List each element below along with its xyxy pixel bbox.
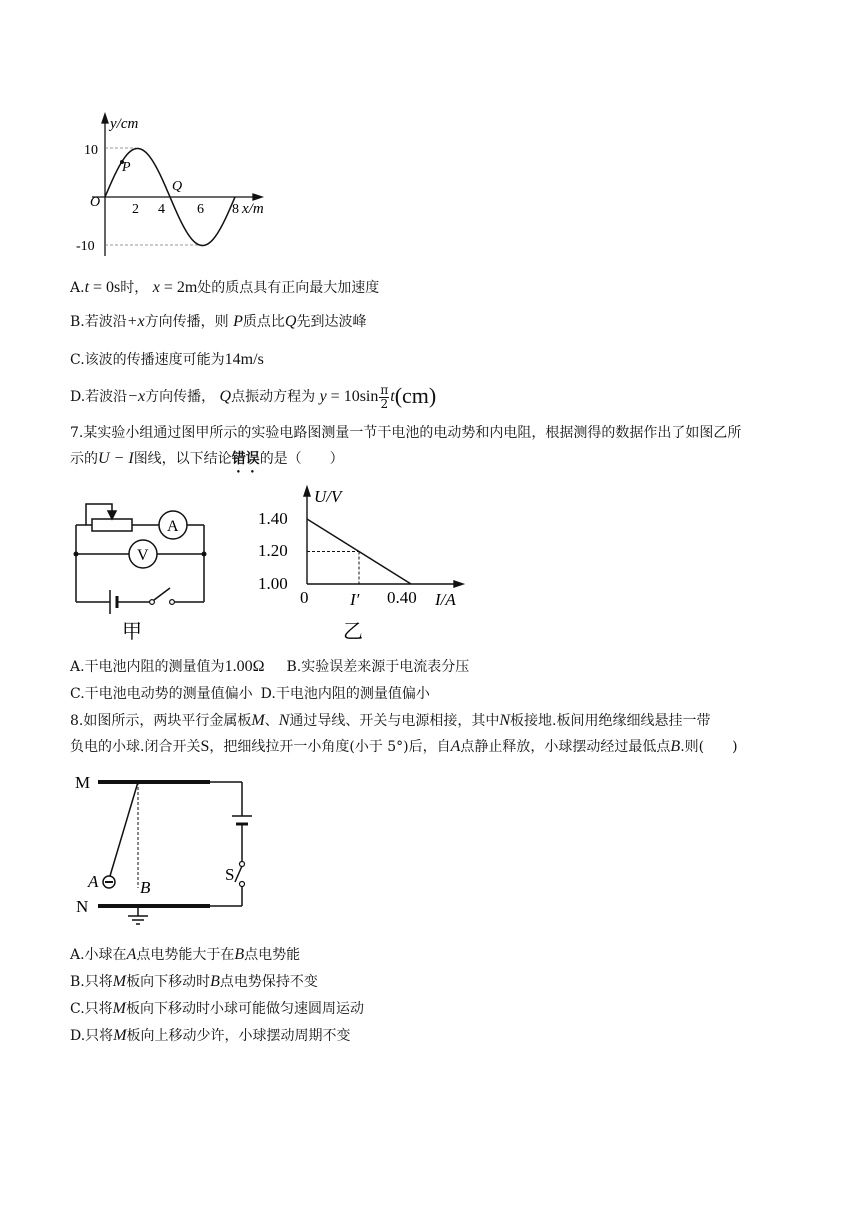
y-tick-1-40: 1.40	[258, 509, 288, 528]
label-a: A	[88, 872, 99, 891]
x-tick-i-prime: I′	[350, 590, 360, 609]
label-n: N	[76, 897, 89, 916]
y-tick-1-20: 1.20	[258, 541, 288, 560]
ui-graph-yi	[250, 482, 480, 642]
graph-label-yi: 乙	[343, 621, 363, 642]
ammeter-label: A	[167, 518, 179, 535]
q6-option-c: C.该波的传播速度可能为14m/s	[70, 351, 264, 368]
q8-option-a: A.小球在A点电势能大于在B点电势能	[70, 946, 301, 963]
x-tick-2: 2	[132, 202, 139, 217]
x-tick-0: 0	[300, 588, 309, 607]
circuit-label-jia: 甲	[122, 621, 142, 642]
origin-label: O	[90, 195, 101, 210]
q8-stem: 8.如图所示，两块平行金属板M、N通过导线、开关与电源相接，其中N板接地.板间用绝缘细线悬挂一带 负电的小球.闭合开关S，把细线拉开一小角度(小于 5°)后，自A点静止释放，小球摆动经过最低点B.则( )	[70, 712, 738, 755]
q7-options-row1: A.干电池内阻的测量值为1.00Ω B.实验误差来源于电流表分压	[70, 658, 470, 675]
wave-graph	[70, 108, 290, 268]
label-b: B	[140, 878, 151, 897]
q8-option-b: B.只将M板向下移动时B点电势保持不变	[70, 973, 318, 990]
pi-over-2: $\frac{\pi}{2}$	[380, 382, 389, 411]
voltmeter-label: V	[137, 547, 149, 564]
point-q-label: Q	[172, 179, 183, 194]
pendulum-thread	[110, 782, 138, 876]
label-s: S	[225, 865, 235, 884]
y-tick-neg10: -10	[76, 239, 95, 254]
graph-x-axis-label: I/A	[435, 590, 456, 609]
x-axis-label: x/m	[242, 201, 264, 217]
q7-stem: 7.某实验小组通过图甲所示的实验电路图测量一节干电池的电动势和内电阻，根据测得的数据作出了如图乙所 示的U − I图线，以下结论错误的是（ ）	[70, 425, 742, 467]
label-m: M	[75, 773, 91, 792]
x-tick-6: 6	[197, 202, 204, 217]
pendulum-capacitor-figure	[70, 768, 260, 932]
q8-option-d: D.只将M板向上移动少许，小球摆动周期不变	[70, 1027, 351, 1044]
q7-options-row2: C.干电池电动势的测量值偏小 D.干电池内阻的测量值偏小	[70, 686, 430, 702]
q6-option-b: B.若波沿+x方向传播，则 P质点比Q先到达波峰	[70, 313, 367, 330]
point-p-label: P	[122, 160, 131, 175]
y-tick-1-00: 1.00	[258, 574, 288, 593]
q6-option-d: D.若波沿−x方向传播， Q点振动方程为 y = 10sin $\frac{\pi}{2}$ t(cm)	[70, 382, 437, 411]
x-tick-4: 4	[158, 202, 165, 217]
x-tick-0-40: 0.40	[387, 588, 417, 607]
circuit-diagram-jia	[70, 492, 220, 642]
q6-option-a: A.t = 0s时， x = 2m处的质点具有正向最大加速度	[70, 279, 380, 296]
graph-y-axis-label: U/V	[314, 487, 342, 506]
q8-option-c: C.只将M板向下移动时小球可能做匀速圆周运动	[70, 1000, 364, 1017]
y-axis-label: y/cm	[110, 116, 139, 132]
y-tick-10: 10	[84, 143, 98, 158]
x-tick-8: 8	[232, 202, 239, 217]
